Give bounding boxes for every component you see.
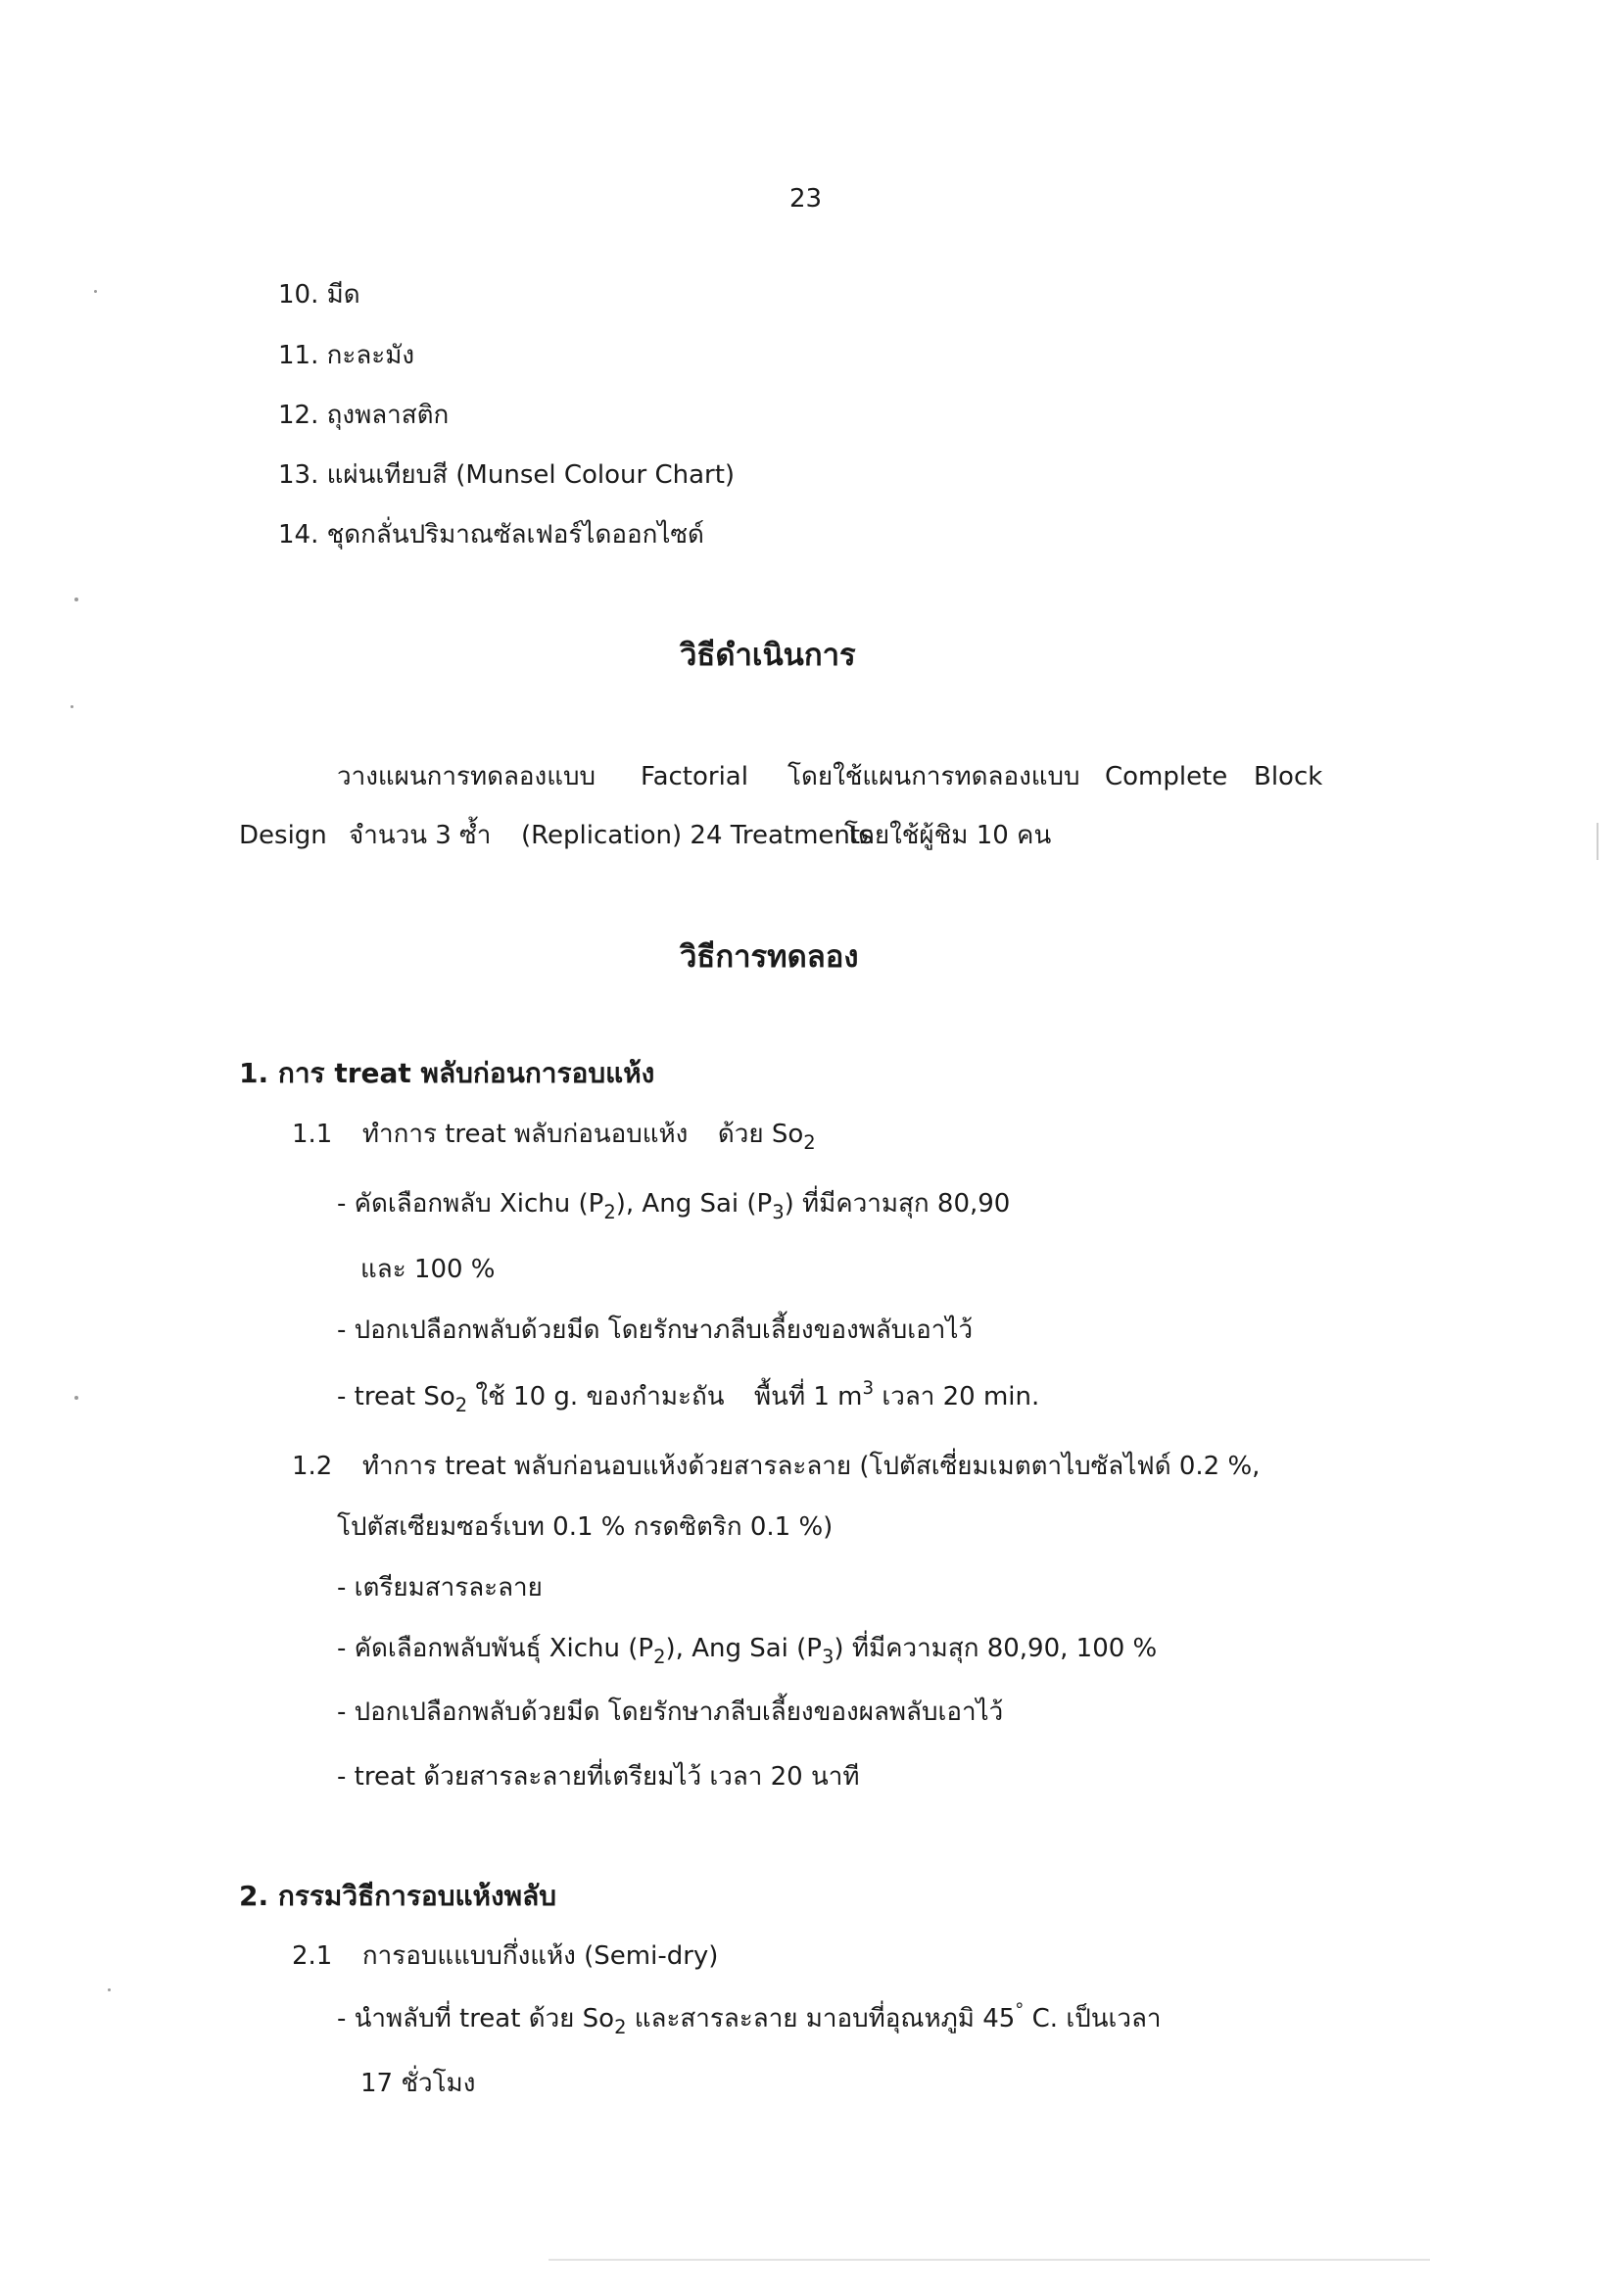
list-item-number: 13. bbox=[278, 460, 319, 490]
list-item bbox=[278, 343, 414, 368]
list-item: - ปอกเปลือกพลับด้วยมีด โดยรักษาภลีบเลี้ยงของผลพลับเอาไว้ bbox=[337, 1698, 1004, 1727]
text-run: C. เป็นเวลา bbox=[1024, 2004, 1162, 2033]
text-run: โดยใช้แผนการทดลองแบบ bbox=[787, 762, 1080, 791]
text-run: Block bbox=[1254, 762, 1323, 791]
method-heading: วิธีดำเนินการ bbox=[680, 638, 856, 673]
superscript: ° bbox=[1015, 2000, 1025, 2022]
list-item bbox=[278, 282, 360, 308]
text-run: พื้นที่ 1 m bbox=[754, 1382, 863, 1411]
text-run: - คัดเลือกพลับ Xichu (P bbox=[337, 1189, 604, 1219]
paragraph-line bbox=[239, 823, 327, 848]
subsection-text: ทำการ treat พลับก่อนอบแห้งด้วยสารละลาย (โปตัสเซี่ยมเมตตาไบซัลไฟด์ 0.2 %, bbox=[361, 1452, 1261, 1481]
section-title: 2. กรรมวิธีการอบแห้งพลับ bbox=[239, 1880, 557, 1912]
subsection-continuation: โปตัสเซียมซอร์เบท 0.1 % กรดซิตริก 0.1 %) bbox=[337, 1512, 834, 1542]
subsection-text: ด้วย So bbox=[717, 1120, 804, 1149]
subsection-heading bbox=[292, 1943, 718, 1969]
text-run: ) ที่มีความสุก 80,90, 100 % bbox=[834, 1634, 1158, 1663]
list-item-number: 14. bbox=[278, 520, 319, 550]
list-item: - เตรียมสารละลาย bbox=[337, 1573, 543, 1602]
list-item bbox=[337, 1378, 1040, 1416]
scan-edge-line bbox=[549, 2259, 1430, 2261]
text-run: ), Ang Sai (P bbox=[665, 1634, 822, 1663]
text-run: จำนวน 3 ซ้ำ bbox=[349, 821, 492, 850]
subsection-heading bbox=[292, 1120, 816, 1154]
subsection-text: การอบแแบบกึ่งแห้ง (Semi-dry) bbox=[361, 1941, 719, 1971]
list-item: - treat ด้วยสารละลายที่เตรียมไว้ เวลา 20 นาที bbox=[337, 1762, 860, 1792]
scan-speck bbox=[108, 1988, 111, 1991]
list-item bbox=[337, 1634, 1158, 1668]
text-run: - คัดเลือกพลับพันธุ์ Xichu (P bbox=[337, 1634, 654, 1663]
text-run: Complete bbox=[1105, 762, 1228, 791]
list-item-text: กะละมัง bbox=[326, 341, 415, 370]
superscript: 3 bbox=[862, 1378, 875, 1400]
text-run: ), Ang Sai (P bbox=[615, 1189, 773, 1219]
subscript: 2 bbox=[454, 1393, 468, 1416]
scan-speck bbox=[74, 598, 78, 601]
list-item bbox=[278, 462, 735, 488]
subsection-number: 1.2 bbox=[292, 1452, 333, 1481]
section-title: 1. การ treat พลับก่อนการอบแห้ง bbox=[239, 1057, 655, 1089]
list-item bbox=[337, 2000, 1162, 2038]
text-run: เวลา 20 min. bbox=[874, 1382, 1040, 1411]
subsection-heading bbox=[292, 1454, 1260, 1479]
text-run: โดยใช้ผู้ชิม 10 คน bbox=[844, 821, 1052, 850]
list-item-number: 10. bbox=[278, 280, 319, 310]
paragraph-line bbox=[349, 823, 491, 848]
text-run: ใช้ 10 g. ของกำมะถัน bbox=[467, 1382, 725, 1411]
subscript: 3 bbox=[772, 1200, 785, 1223]
text-run: ) ที่มีความสุก 80,90 bbox=[784, 1189, 1011, 1219]
text-run: วางแผนการทดลองแบบ bbox=[337, 762, 596, 791]
text-run: Factorial bbox=[641, 762, 748, 791]
paragraph-line bbox=[1254, 764, 1322, 789]
subscript: 2 bbox=[803, 1130, 816, 1154]
list-item-number: 12. bbox=[278, 401, 319, 430]
scan-speck bbox=[94, 290, 97, 293]
text-run: (Replication) 24 Treatments bbox=[521, 821, 874, 850]
page-number: 23 bbox=[789, 184, 823, 214]
subscript: 2 bbox=[603, 1200, 616, 1223]
list-item-continuation: และ 100 % bbox=[360, 1255, 496, 1284]
text-run: - treat So bbox=[337, 1382, 455, 1411]
scan-speck bbox=[74, 1396, 78, 1400]
subscript: 2 bbox=[614, 2015, 627, 2038]
scan-edge-line bbox=[1597, 823, 1598, 860]
subsection-number: 2.1 bbox=[292, 1941, 333, 1971]
subsection-number: 1.1 bbox=[292, 1120, 333, 1149]
paragraph-line bbox=[337, 764, 596, 789]
paragraph-line bbox=[787, 764, 1080, 789]
list-item bbox=[337, 1189, 1011, 1223]
text-run: - นำพลับที่ treat ด้วย So bbox=[337, 2004, 615, 2033]
list-item bbox=[278, 403, 449, 428]
scan-speck bbox=[71, 705, 73, 708]
paragraph-line bbox=[641, 764, 748, 789]
list-item-number: 11. bbox=[278, 341, 319, 370]
list-item: - ปอกเปลือกพลับด้วยมีด โดยรักษาภลีบเลี้ยงของพลับเอาไว้ bbox=[337, 1315, 974, 1345]
paragraph-line bbox=[1105, 764, 1227, 789]
subscript: 2 bbox=[653, 1645, 666, 1668]
paragraph-line bbox=[521, 823, 874, 848]
list-item-continuation: 17 ชั่วโมง bbox=[360, 2069, 476, 2098]
list-item-text: แผ่นเทียบสี (Munsel Colour Chart) bbox=[326, 460, 736, 490]
experiment-heading: วิธีการทดลอง bbox=[680, 939, 859, 975]
paragraph-line bbox=[844, 823, 1051, 848]
subsection-text: ทำการ treat พลับก่อนอบแห้ง bbox=[361, 1120, 689, 1149]
list-item-text: ชุดกลั่นปริมาณซัลเฟอร์ไดออกไซด์ bbox=[326, 520, 704, 550]
text-run: และสารละลาย มาอบที่อุณหภูมิ 45 bbox=[626, 2004, 1016, 2033]
subscript: 3 bbox=[821, 1645, 835, 1668]
list-item-text: มีด bbox=[326, 280, 360, 310]
text-run: Design bbox=[239, 821, 327, 850]
list-item bbox=[278, 522, 704, 548]
list-item-text: ถุงพลาสติก bbox=[326, 401, 450, 430]
